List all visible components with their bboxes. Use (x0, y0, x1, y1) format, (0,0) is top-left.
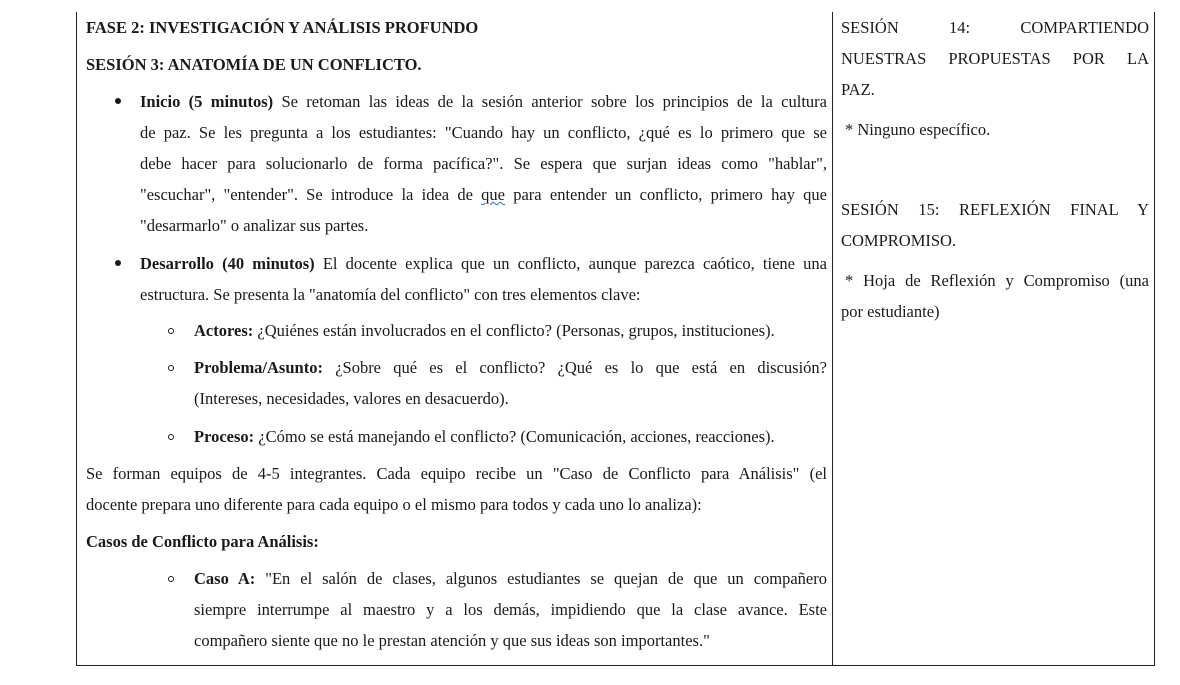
session-title: SESIÓN 3: ANATOMÍA DE UN CONFLICTO. (86, 55, 422, 74)
bullet-icon (115, 260, 121, 266)
inicio-line-2: de paz. Se les pregunta a los estudiantes: "Cuando hay un conflicto, ¿qué es lo primero que se (140, 123, 827, 142)
inicio-line-5: "desarmarlo" o analizar sus partes. (140, 216, 369, 235)
session-15-material-1: * Hoja de Reflexión y Compromiso (una (845, 271, 1149, 290)
desarrollo-line-2: estructura. Se presenta la "anatomía del conflicto" con tres elementos clave: (140, 285, 641, 304)
phase-title: FASE 2: INVESTIGACIÓN Y ANÁLISIS PROFUNDO (86, 18, 479, 37)
teams-line-1: Se forman equipos de 4-5 integrantes. Cada equipo recibe un "Caso de Conflicto para Análisis" (el (86, 464, 827, 483)
session-15-line-1: SESIÓN 15: REFLEXIÓN FINAL Y (841, 200, 1149, 219)
desarrollo-label: Desarrollo (40 minutos) (140, 254, 315, 273)
session-15-line-2: COMPROMISO. (841, 231, 957, 250)
inicio-label: Inicio (5 minutos) (140, 92, 274, 111)
caso-a-line-2: siempre interrumpe al maestro y a los demás, impidiendo que la clase avance. Este (194, 600, 827, 619)
left-column (77, 12, 832, 665)
teams-line-2: docente prepara uno diferente para cada equipo o el mismo para todos y cada uno lo analiza): (86, 495, 702, 514)
circle-bullet-icon (168, 576, 174, 582)
inicio-line-3: debe hacer para solucionarlo de forma pacífica?". Se espera que surjan ideas como "hablar", (140, 154, 827, 173)
lesson-plan-table (76, 12, 1155, 666)
cases-heading: Casos de Conflicto para Análisis: (86, 532, 319, 551)
session-14-line-2: NUESTRAS PROPUESTAS POR LA (841, 49, 1149, 68)
problema-item-line-2: (Intereses, necesidades, valores en desacuerdo). (194, 389, 509, 408)
session-14-line-1: SESIÓN 14: COMPARTIENDO (841, 18, 1149, 37)
circle-bullet-icon (168, 328, 174, 334)
caso-a-line-1: Caso A: "En el salón de clases, algunos estudiantes se quejan de que un compañero (194, 569, 828, 588)
inicio-line-1: Inicio (5 minutos) Se retoman las ideas de la sesión anterior sobre los principios de la cultura (140, 92, 827, 111)
actores-item: Actores: ¿Quiénes están involucrados en el conflicto? (Personas, grupos, instituciones). (194, 321, 775, 340)
caso-a-line-3: compañero siente que no le prestan atención y que sus ideas son importantes." (194, 631, 710, 650)
bullet-icon (115, 98, 121, 104)
proceso-item: Proceso: ¿Cómo se está manejando el conflicto? (Comunicación, acciones, reacciones). (194, 427, 775, 446)
desarrollo-line-1: Desarrollo (40 minutos) El docente explica que un conflicto, aunque parezca caótico, tiene una (140, 254, 828, 273)
session-15-material-2: por estudiante) (841, 302, 940, 321)
right-column (833, 12, 1156, 665)
circle-bullet-icon (168, 365, 174, 371)
inicio-line-4: "escuchar", "entender". Se introduce la idea de que para entender un conflicto, primero hay que (140, 185, 828, 204)
problema-item-line-1: Problema/Asunto: ¿Sobre qué es el conflicto? ¿Qué es lo que está en discusión? (194, 358, 827, 377)
session-14-line-3: PAZ. (841, 80, 875, 99)
session-14-material: * Ninguno específico. (845, 120, 991, 139)
circle-bullet-icon (168, 434, 174, 440)
